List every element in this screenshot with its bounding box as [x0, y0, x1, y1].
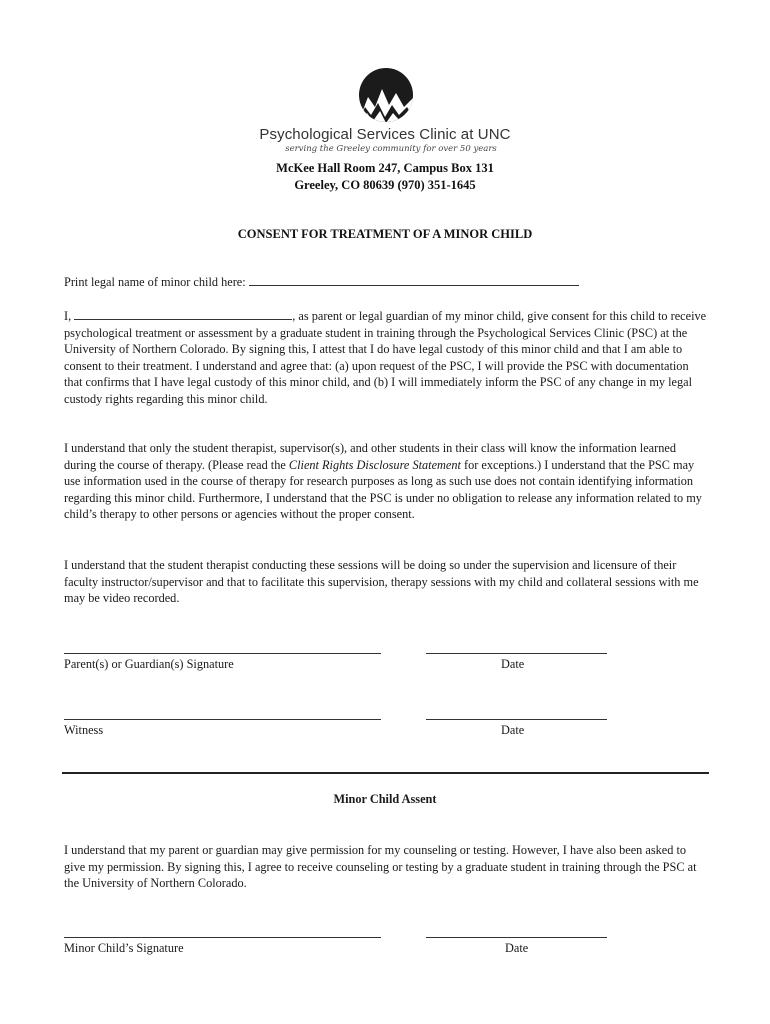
child-signature-label: Minor Child’s Signature: [64, 941, 184, 955]
guardian-consent-paragraph: [64, 308, 710, 408]
confidentiality-paragraph: [64, 440, 710, 523]
guardian-consent-text: , as parent or legal guardian of my minor child, give consent for this child to receive psychological treatment or assessment by a graduate student in training through the Psychological Services Clinic (PSC) at the University of Northern Colorado. By signing this, I attest that I do have legal custody of this minor child and that I am able to consent to their treatment. I understand and agree that: (a) upon request of the PSC, I will provide the PSC with documentation that confirms that I have legal custody of this minor child, and (b) I will immediately inform the PSC of any change in my legal custody rights regarding this minor child.: [64, 309, 707, 406]
confidentiality-text-end: for exceptions.) I understand that the PSC may use information used in the course of therapy for research purposes as long as such use does not contain identifying information regarding this minor child. Furthermore, I understand that the PSC is under no obligation to release any information related to my child’s therapy to other persons or agencies without the proper consent.: [64, 457, 702, 522]
guardian-date-field[interactable]: [426, 653, 607, 654]
assent-paragraph: I understand that my parent or guardian may give permission for my counseling or testing. However, I have also been asked to give my permission. By signing this, I agree to receive counseling or testing by a graduate student in training through the PSC at the University of Northern Colorado.: [64, 843, 697, 891]
clinic-name: Psychological Services Clinic at UNC: [259, 126, 511, 143]
guardian-signature-label: Parent(s) or Guardian(s) Signature: [64, 657, 234, 671]
supervision-paragraph: I understand that the student therapist conducting these sessions will be doing so under the supervision and licensure of their faculty instructor/supervisor and that to facilitate this supervision, therapy sessions with my child and collateral sessions with me may be video recorded.: [64, 558, 699, 606]
address-line-2: Greeley, CO 80639 (970) 351-1645: [294, 178, 476, 192]
child-name-field[interactable]: [249, 274, 579, 286]
witness-signature-field[interactable]: [64, 719, 381, 720]
guardian-date-label: Date: [501, 657, 525, 671]
print-name-row: [64, 274, 710, 291]
form-title: CONSENT FOR TREATMENT OF A MINOR CHILD: [237, 227, 533, 241]
disclosure-statement-reference: Client Rights Disclosure Statement: [288, 457, 461, 472]
child-date-field[interactable]: [426, 937, 607, 938]
guardian-name-field[interactable]: [74, 308, 292, 320]
guardian-signature-field[interactable]: [64, 653, 381, 654]
print-name-label: Print legal name of minor child here:: [64, 275, 246, 289]
section-divider: [62, 772, 709, 774]
witness-date-label: Date: [501, 723, 525, 737]
clinic-logo-icon: [358, 67, 414, 123]
witness-date-field[interactable]: [426, 719, 607, 720]
confidentiality-text-start: I understand that only the student therapist, supervisor(s), and other students in their class will know the information learned during the course of therapy. (Please read the: [64, 441, 676, 472]
address-line-1: McKee Hall Room 247, Campus Box 131: [276, 161, 494, 175]
witness-label: Witness: [64, 723, 104, 737]
child-signature-field[interactable]: [64, 937, 381, 938]
assent-title: Minor Child Assent: [333, 792, 437, 806]
guardian-prefix: I,: [64, 309, 72, 323]
clinic-tagline: serving the Greeley community for over 50 years: [285, 144, 497, 154]
child-date-label: Date: [505, 941, 529, 955]
